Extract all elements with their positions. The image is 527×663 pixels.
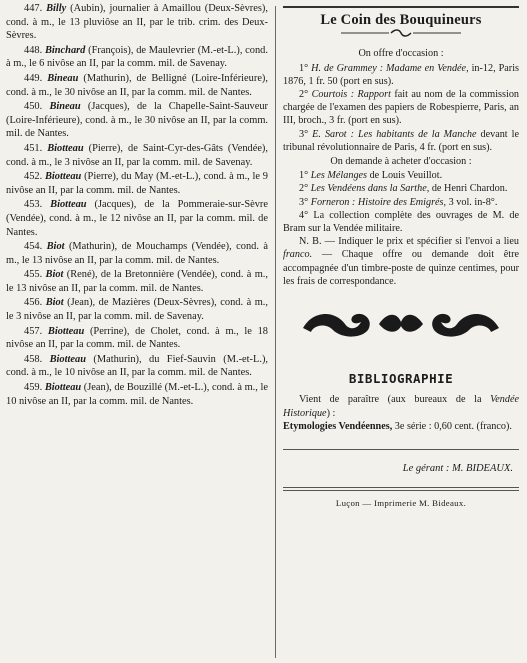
demande-item: 2° Les Vendéens dans la Sarthe, de Henri Chardon. xyxy=(299,183,508,195)
demande-heading: On demande à acheter d'occasion : xyxy=(330,156,472,168)
offre-item: 2° Courtois : Rapport fait au nom de la commission chargée de l'examen des papiers de Robespierre, Paris, an III, broch., 3 fr. (port en sus). xyxy=(283,89,520,127)
gerant-signature: Le gérant : M. BIDEAUX. xyxy=(402,463,513,475)
offre-heading: On offre d'occasion : xyxy=(358,48,444,60)
list-entry: 454. Biot (Mathurin), de Mouchamps (Vendée), cond. à m., le 13 nivôse an II, par la comm. mil. de Nantes. xyxy=(6,241,268,266)
list-entry: 455. Biot (René), de la Bretonnière (Vendée), cond. à m., le 13 nivôse an II, par la comm. mil. de Nantes. xyxy=(6,269,268,294)
printer-footer: Luçon — Imprimerie M. Bideaux. xyxy=(335,498,467,509)
offre-item: 3° E. Sarot : Les habitants de la Manche devant le tribunal révolutionnaire de Paris, 4 fr. (port en sus). xyxy=(283,128,519,153)
condemned-list-column xyxy=(6,2,268,409)
column-divider xyxy=(275,6,276,658)
list-entry: 456. Biot (Jean), de Mazières (Deux-Sèvres), cond. à m., le 3 nivôse an II, par la comm. mil. de Savenay. xyxy=(6,297,268,323)
bibliographie-title: BIBLIOGRAPHIE xyxy=(348,371,454,387)
list-entry: 459. Biotteau (Jean), de Bouzillé (M.-et-L.), cond. à m., le 10 nivôse an II, par la comm. mil. de Nantes. xyxy=(6,382,268,407)
list-entry: 452. Biotteau (Pierre), du May (M.-et-L.), cond. à m., le 9 nivôse an II, par la comm. mil. de Nantes. xyxy=(6,171,268,196)
separator-rule xyxy=(283,449,519,450)
demande-item: 4° La collection complète des ouvrages de M. de Bram sur la Vendée militaire. xyxy=(283,209,519,235)
decorative-ornament-icon xyxy=(283,304,519,344)
right-column xyxy=(283,6,519,510)
list-entry: 450. Bineau (Jacques), de la Chapelle-Saint-Sauveur (Loire-Inférieure), cond. à m., le 30 nivôse an II, par la comm. mil. de Nantes. xyxy=(6,101,268,140)
coin-title: Le Coin des Bouquineurs xyxy=(320,12,482,28)
separator-rule xyxy=(283,487,519,488)
list-entry: 451. Biotteau (Pierre), de Saint-Cyr-des-Gâts (Vendée), cond. à m., le 3 nivôse an II, par la comm. mil. de Savenay. xyxy=(6,142,268,168)
biblio-line: Etymologies Vendéennes, 3e série : 0,60 cent. (franco). xyxy=(283,420,512,432)
list-entry: 449. Bineau (Mathurin), de Belligné (Loire-Inférieure), cond. à m., le 30 nivôse an II, par la comm. mil. de Nantes. xyxy=(6,72,268,98)
separator-rule xyxy=(283,490,519,491)
nota-bene: N. B. — Indiquer le prix et spécifier si l'envoi a lieu franco. — Chaque offre ou demande doit être accompagnée d'un timbre-poste de quinze centimes, pour les frais de correspondance. xyxy=(283,236,519,287)
list-entry: 457. Biotteau (Perrine), de Cholet, cond. à m., le 18 nivôse an II, par la comm. mil. de Nantes. xyxy=(6,325,268,351)
demande-item: 3° Forneron : Histoire des Emigrés, 3 vol. in-8°. xyxy=(299,196,498,208)
list-entry: 453. Biotteau (Jacques), de la Pommeraie-sur-Sèvre (Vendée), cond. à m., le 12 nivôse an II, par la comm. mil. de Nantes. xyxy=(6,199,268,238)
list-entry: 447. Billy (Aubin), journalier à Amaillou (Deux-Sèvres), cond. à m., le 13 pluviôse an II, par le trib. crim. des Deux-Sèvres. xyxy=(6,3,268,42)
biblio-line: Vient de paraître (aux bureaux de la Vendée Historique) : xyxy=(283,394,519,419)
list-entry: 458. Biotteau (Mathurin), du Fief-Sauvin (M.-et-L.), cond. à m., le 10 nivôse an II, par la comm. mil. de Nantes. xyxy=(6,353,268,379)
coin-header xyxy=(283,8,519,45)
list-entry: 448. Binchard (François), de Maulevrier (M.-et-L.), cond. à m., le 6 nivôse an II, par la comm. mil. de Savenay. xyxy=(6,44,268,70)
demande-item: 1° Les Mélanges de Louis Veuillot. xyxy=(299,170,443,182)
offre-item: 1° H. de Grammey : Madame en Vendée, in-12, Paris 1876, 1 fr. 50 (port en sus). xyxy=(283,62,519,87)
small-ornament-icon xyxy=(341,29,461,37)
